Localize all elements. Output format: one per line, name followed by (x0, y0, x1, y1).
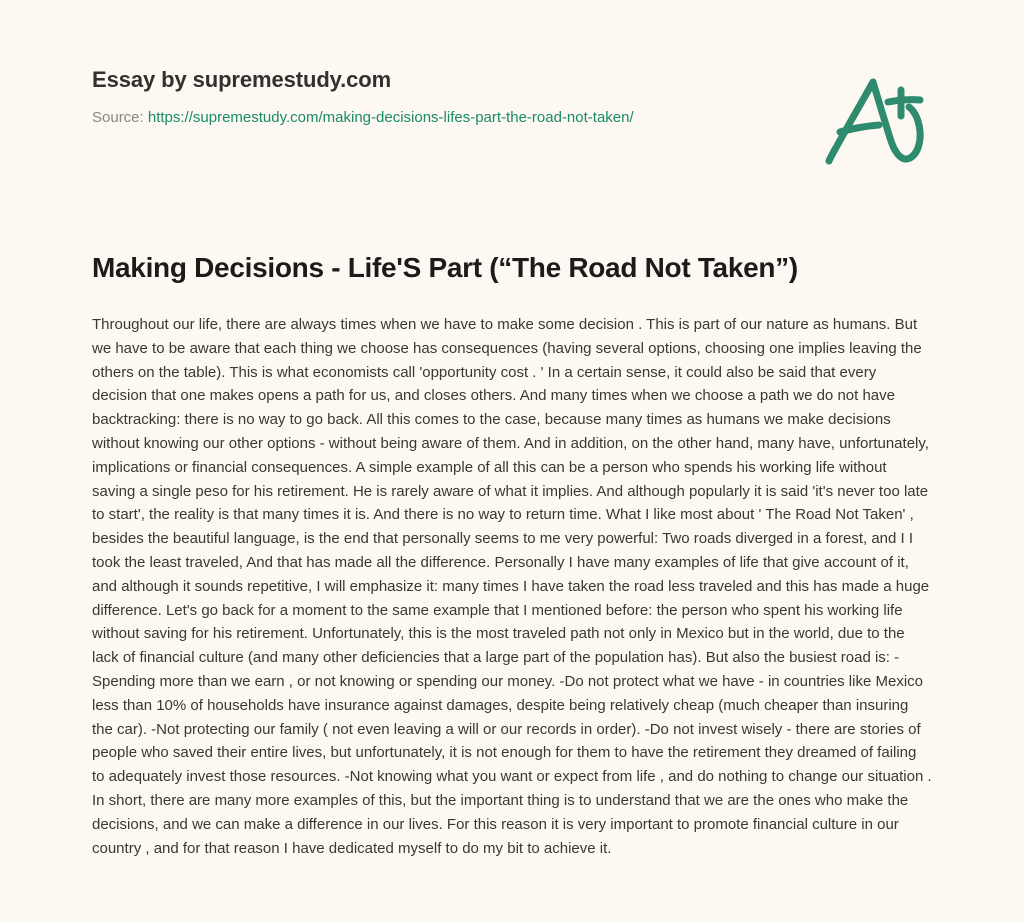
a-plus-handwritten-icon (816, 72, 932, 168)
page-title: Making Decisions - Life'S Part (“The Road Not Taken”) (92, 252, 798, 283)
source-url-link[interactable]: https://supremestudy.com/making-decisions-lifes-part-the-road-not-taken/ (147, 109, 634, 126)
a-plus-logo (816, 72, 932, 168)
page-header (92, 66, 932, 128)
source-line (92, 94, 932, 128)
brand-title: Essay by supremestudy.com (92, 67, 392, 92)
article-body-text: Throughout our life, there are always times when we have to make some decision . This is part of our nature as humans. But we have to be aware that each thing we choose has consequences (having several options, choosing one implies leaving the others on the table). This is what economists call 'opportunity cost . ' In a certain sense, it could also be said that every decision that one makes opens a path for us, and closes others. And many times when we choose a path we do not have backtracking: there is no way to go back. All this comes to the case, because many times as humans we make decisions without knowing our other options - without being aware of them. And in addition, on the other hand, many have, unfortunately, implications or financial consequences. A simple example of all this can be a person who spends his working life without saving a single peso for his retirement. He is rarely aware of what it implies. And although popularly it is said 'it's never too late to start', the reality is that many times it is. And there is no way to return time. What I like most about ' The Road Not Taken' , besides the beautiful language, is the end that personally seems to me very powerful: Two roads diverged in a forest, and I I took the least traveled, And that has made all the difference. Personally I have many examples of life that give account of it, and although it sounds repetitive, I will emphasize it: many times I have taken the road less traveled and this has made a huge difference. Let's go back for a moment to the same example that I mentioned before: the person who spent his working life without saving for his retirement. Unfortunately, this is the most traveled path not only in Mexico but in the world, due to the lack of financial culture (and many other deficiencies that a large part of the population has). But also the busiest road is: -Spending more than we earn , or not knowing or spending our money. -Do not protect what we have - in countries like Mexico less than 10% of households have insurance against damages, despite being relatively cheap (much cheaper than insuring the car). -Not protecting our family ( not even leaving a will or our records in order). -Do not invest wisely - there are stories of people who saved their entire lives, but unfortunately, it is not enough for them to have the retirement they dreamed of failing to adequately invest those resources. -Not knowing what you want or expect from life , and do nothing to change our situation . In short, there are many more examples of this, but the important thing is to understand that we are the ones who make the decisions, and we can make a difference in our lives. For this reason it is very important to promote financial culture in our country , and for that reason I have dedicated myself to do my bit to achieve it. (92, 316, 932, 857)
source-label: Source: (92, 109, 144, 126)
